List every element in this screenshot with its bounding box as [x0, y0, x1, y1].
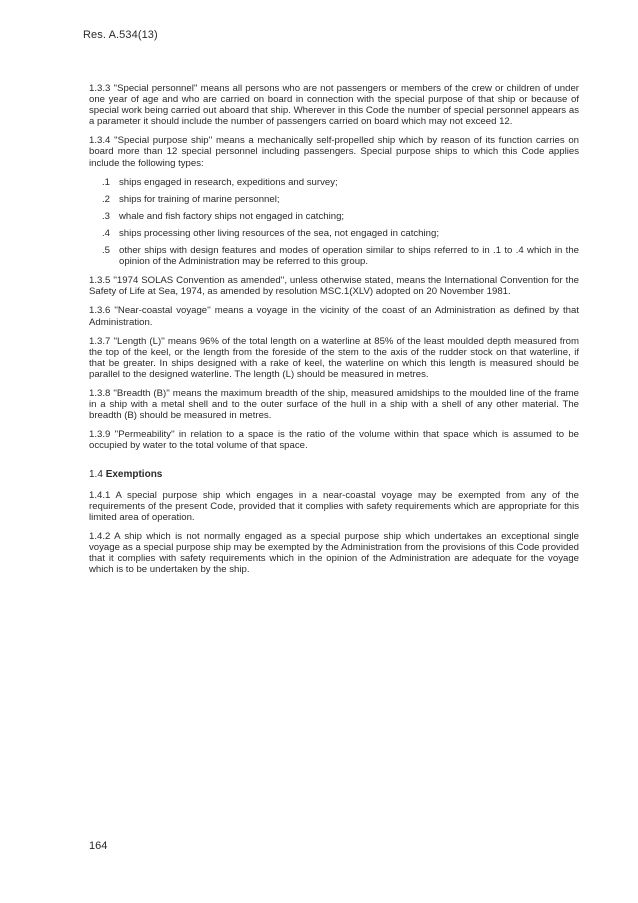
ship-types-list [89, 177, 579, 268]
paragraph-1-3-7: 1.3.7 ''Length (L)'' means 96% of the total length on a waterline at 85% of the least moulded depth measured from the top of the keel, or the length from the foreside of the stem to the axis of the rudder stock on that waterline, if that be greater. In ships designed with a rake of keel, the waterline on which this length is measured should be parallel to the designed waterline. The length (L) should be measured in metres. [89, 335, 579, 380]
paragraph-1-3-6: 1.3.6 ''Near-coastal voyage'' means a voyage in the vicinity of the coast of an Administration as defined by that Administration. [89, 305, 579, 328]
list-item [89, 211, 579, 222]
list-item [89, 245, 579, 267]
paragraph-1-3-9: 1.3.9 ''Permeability'' in relation to a space is the ratio of the volume within that space which is assumed to be occupied by water to the total volume of that space. [89, 429, 579, 452]
document-body [89, 83, 579, 583]
document-reference: Res. A.534(13) [83, 29, 158, 41]
list-item-text: whale and fish factory ships not engaged in catching; [119, 210, 345, 222]
list-item-number: .3 [101, 210, 110, 222]
list-item [89, 177, 579, 188]
paragraph-1-3-4: 1.3.4 ''Special purpose ship'' means a mechanically self-propelled ship which by reason of its function carries on board more than 12 special personnel including passengers. Special purpose ships to which this Code applies include the following types: [89, 135, 579, 169]
section-heading [89, 469, 579, 480]
paragraph-1-3-3: 1.3.3 ''Special personnel'' means all persons who are not passengers or members of the crew or children of under one year of age and who are carried on board in connection with the special purpose of that ship or because of special work being carried out aboard that ship. Wherever in this Code the number of special personnel appears as a parameter it should include the number of passengers carried on board which may not exceed 12. [89, 83, 579, 128]
paragraph-1-3-8: 1.3.8 ''Breadth (B)'' means the maximum breadth of the ship, measured amidships to the moulded line of the frame in a ship with a metal shell and to the outer surface of the hull in a ship with a shell of any other material. The breadth (B) should be measured in metres. [89, 387, 579, 422]
list-item-number: .5 [101, 245, 110, 257]
paragraph-1-3-5: 1.3.5 ''1974 SOLAS Convention as amended'', unless otherwise stated, means the International Convention for the Safety of Life at Sea, 1974, as amended by resolution MSC.1(XLV) adopted on 20 November 1981. [89, 275, 579, 298]
list-item-text: ships for training of marine personnel; [119, 193, 280, 205]
list-item-number: .2 [101, 193, 110, 205]
list-item-text: other ships with design features and modes of operation similar to ships referred to in .1 to .4 which in the opinion of the Administration may be referred to this group. [119, 245, 579, 268]
list-item-number: .4 [101, 227, 110, 239]
list-item-number: .1 [101, 176, 110, 188]
paragraph-1-4-1: 1.4.1 A special purpose ship which engages in a near-coastal voyage may be exempted from any of the requirements of the present Code, provided that it complies with safety requirements which are appropriate for this limited area of operation. [89, 489, 579, 523]
section-number: 1.4 [89, 469, 103, 481]
list-item-text: ships engaged in research, expeditions and survey; [119, 176, 338, 188]
page-number: 164 [89, 840, 108, 852]
list-item-text: ships processing other living resources of the sea, not engaged in catching; [119, 227, 439, 239]
section-title: Exemptions [105, 469, 163, 481]
list-item [89, 228, 579, 239]
list-item [89, 194, 579, 205]
paragraph-1-4-2: 1.4.2 A ship which is not normally engaged as a special purpose ship which undertakes an exceptional single voyage as a special purpose ship may be exempted by the Administration from the provisions of this Code provided that it complies with safety requirements which in the opinion of the Administration are adequate for the voyage which is to be undertaken by the ship. [89, 530, 579, 576]
